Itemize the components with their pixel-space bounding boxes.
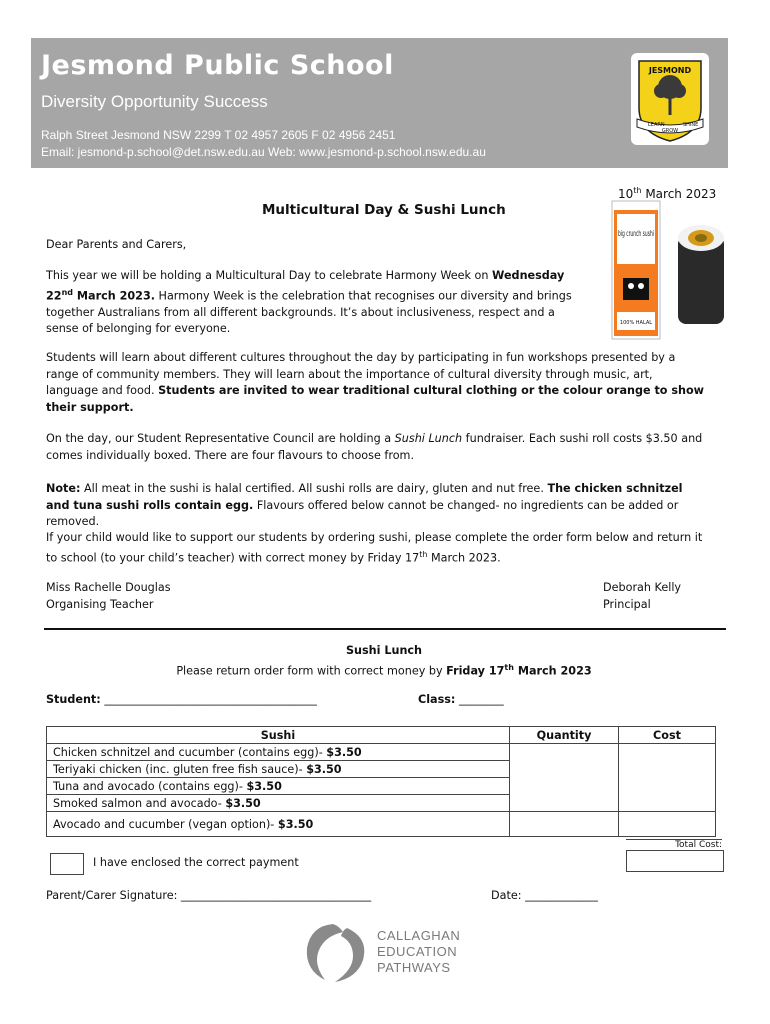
payment-checkbox[interactable] [50, 853, 84, 875]
school-crest-logo [631, 53, 709, 145]
crest-top-text: JESMOND [648, 66, 692, 75]
logo-swoosh-right [335, 928, 364, 982]
logo-text-line1: CALLAGHAN [377, 928, 461, 943]
class-line: ________ [458, 693, 504, 706]
letter-date: 10th March 2023 [618, 186, 717, 201]
teacher-role: Organising Teacher [46, 597, 154, 611]
col-quantity: Quantity [510, 727, 619, 744]
signature-field[interactable]: Parent/Carer Signature: __________________________________ [46, 889, 372, 902]
paragraph-order-instructions: If your child would like to support our students by ordering sushi, please complete the order form below and return it to school (to your child’s teacher) with correct money by Friday 17th March 2023. [46, 531, 703, 565]
col-sushi: Sushi [47, 727, 510, 744]
paragraph-fundraiser: On the day, our Student Representative Council are holding a Sushi Lunch fundraiser. Each sushi roll costs $3.50 and comes individually boxed. There are four flavours to choose from. [46, 432, 703, 462]
student-label: Student: [46, 693, 101, 706]
letterhead [31, 38, 728, 168]
col-cost: Cost [619, 727, 716, 744]
crest-grow: GROW [661, 128, 679, 134]
form-heading: Sushi Lunch [345, 644, 423, 657]
paragraph-harmony-week: This year we will be holding a Multicultural Day to celebrate Harmony Week on Wednesday 22nd March 2023. Harmony Week is the celebration that recognises our diversity and brings together Australians from all different backgrounds. It’s about inclusiveness, respect and a sense of belonging for everyone. [46, 269, 572, 336]
signatory-teacher [46, 580, 171, 613]
date-field[interactable]: Date: _____________ [491, 889, 598, 902]
class-label: Class: [418, 693, 456, 706]
total-cost-label: Total Cost: [626, 839, 722, 850]
sushi-item: Smoked salmon and avocado- $3.50 [47, 795, 510, 812]
letter-title: Multicultural Day & Sushi Lunch [262, 202, 506, 218]
logo-text-line2: EDUCATION [377, 944, 458, 959]
paragraph-workshops: Students will learn about different cultures throughout the day by participating in fun workshops presented by a range of community members. They will learn about the importance of cultural diversity through music, art, language and food. Students are invited to wear traditional cultural clothing or the colour orange to show their support. [46, 351, 705, 414]
crest-shine: SHINE [683, 122, 699, 128]
quantity-cell[interactable] [510, 744, 619, 812]
total-cost-field[interactable] [626, 850, 724, 872]
student-line: ______________________________________ [104, 693, 317, 706]
school-motto: Diversity Opportunity Success [41, 92, 268, 111]
class-field[interactable] [418, 692, 504, 709]
sushi-item: Chicken schnitzel and cucumber (contains egg)- $3.50 [47, 744, 510, 761]
logo-text-line3: PATHWAYS [377, 960, 451, 975]
greeting: Dear Parents and Carers, [46, 238, 187, 251]
form-subheading: Please return order form with correct money by Friday 17th March 2023 [176, 663, 592, 678]
payment-label: I have enclosed the correct payment [93, 856, 299, 869]
signatory-principal [603, 580, 681, 613]
school-name: Jesmond Public School [41, 50, 394, 81]
sushi-item: Avocado and cucumber (vegan option)- $3.50 [47, 812, 510, 837]
order-table [46, 726, 716, 837]
crest-learn: LEARN [648, 122, 665, 128]
cost-cell[interactable] [619, 744, 716, 812]
quantity-cell[interactable] [510, 812, 619, 837]
sushi-box-label: 100% HALAL [619, 320, 653, 326]
school-address: Ralph Street Jesmond NSW 2299 T 02 4957 2605 F 02 4956 2451 [41, 128, 396, 142]
cost-cell[interactable] [619, 812, 716, 837]
divider-line [44, 628, 726, 630]
principal-name: Deborah Kelly [603, 581, 682, 594]
sushi-item: Teriyaki chicken (inc. gluten free fish sauce)- $3.50 [47, 761, 510, 778]
principal-role: Principal [603, 597, 651, 611]
student-field[interactable] [46, 692, 317, 709]
sushi-item: Tuna and avocado (contains egg)- $3.50 [47, 778, 510, 795]
sushi-box-brand: big crunch sushi [618, 229, 654, 238]
table-row [47, 744, 716, 761]
table-row [47, 812, 716, 837]
callaghan-logo [303, 920, 473, 989]
teacher-name: Miss Rachelle Douglas [46, 581, 171, 594]
sushi-box-image [611, 200, 661, 346]
logo-wordmark [377, 928, 460, 976]
paragraph-note: Note: All meat in the sushi is halal certified. All sushi rolls are dairy, gluten and nut free. The chicken schnitzel and tuna sushi rolls contain egg. Flavours offered below cannot be changed- no ingredients can be added or removed. [46, 482, 683, 528]
order-table-header [47, 727, 716, 744]
school-contact: Email: jesmond-p.school@det.nsw.edu.au Web: www.jesmond-p.school.nsw.edu.au [41, 145, 486, 159]
